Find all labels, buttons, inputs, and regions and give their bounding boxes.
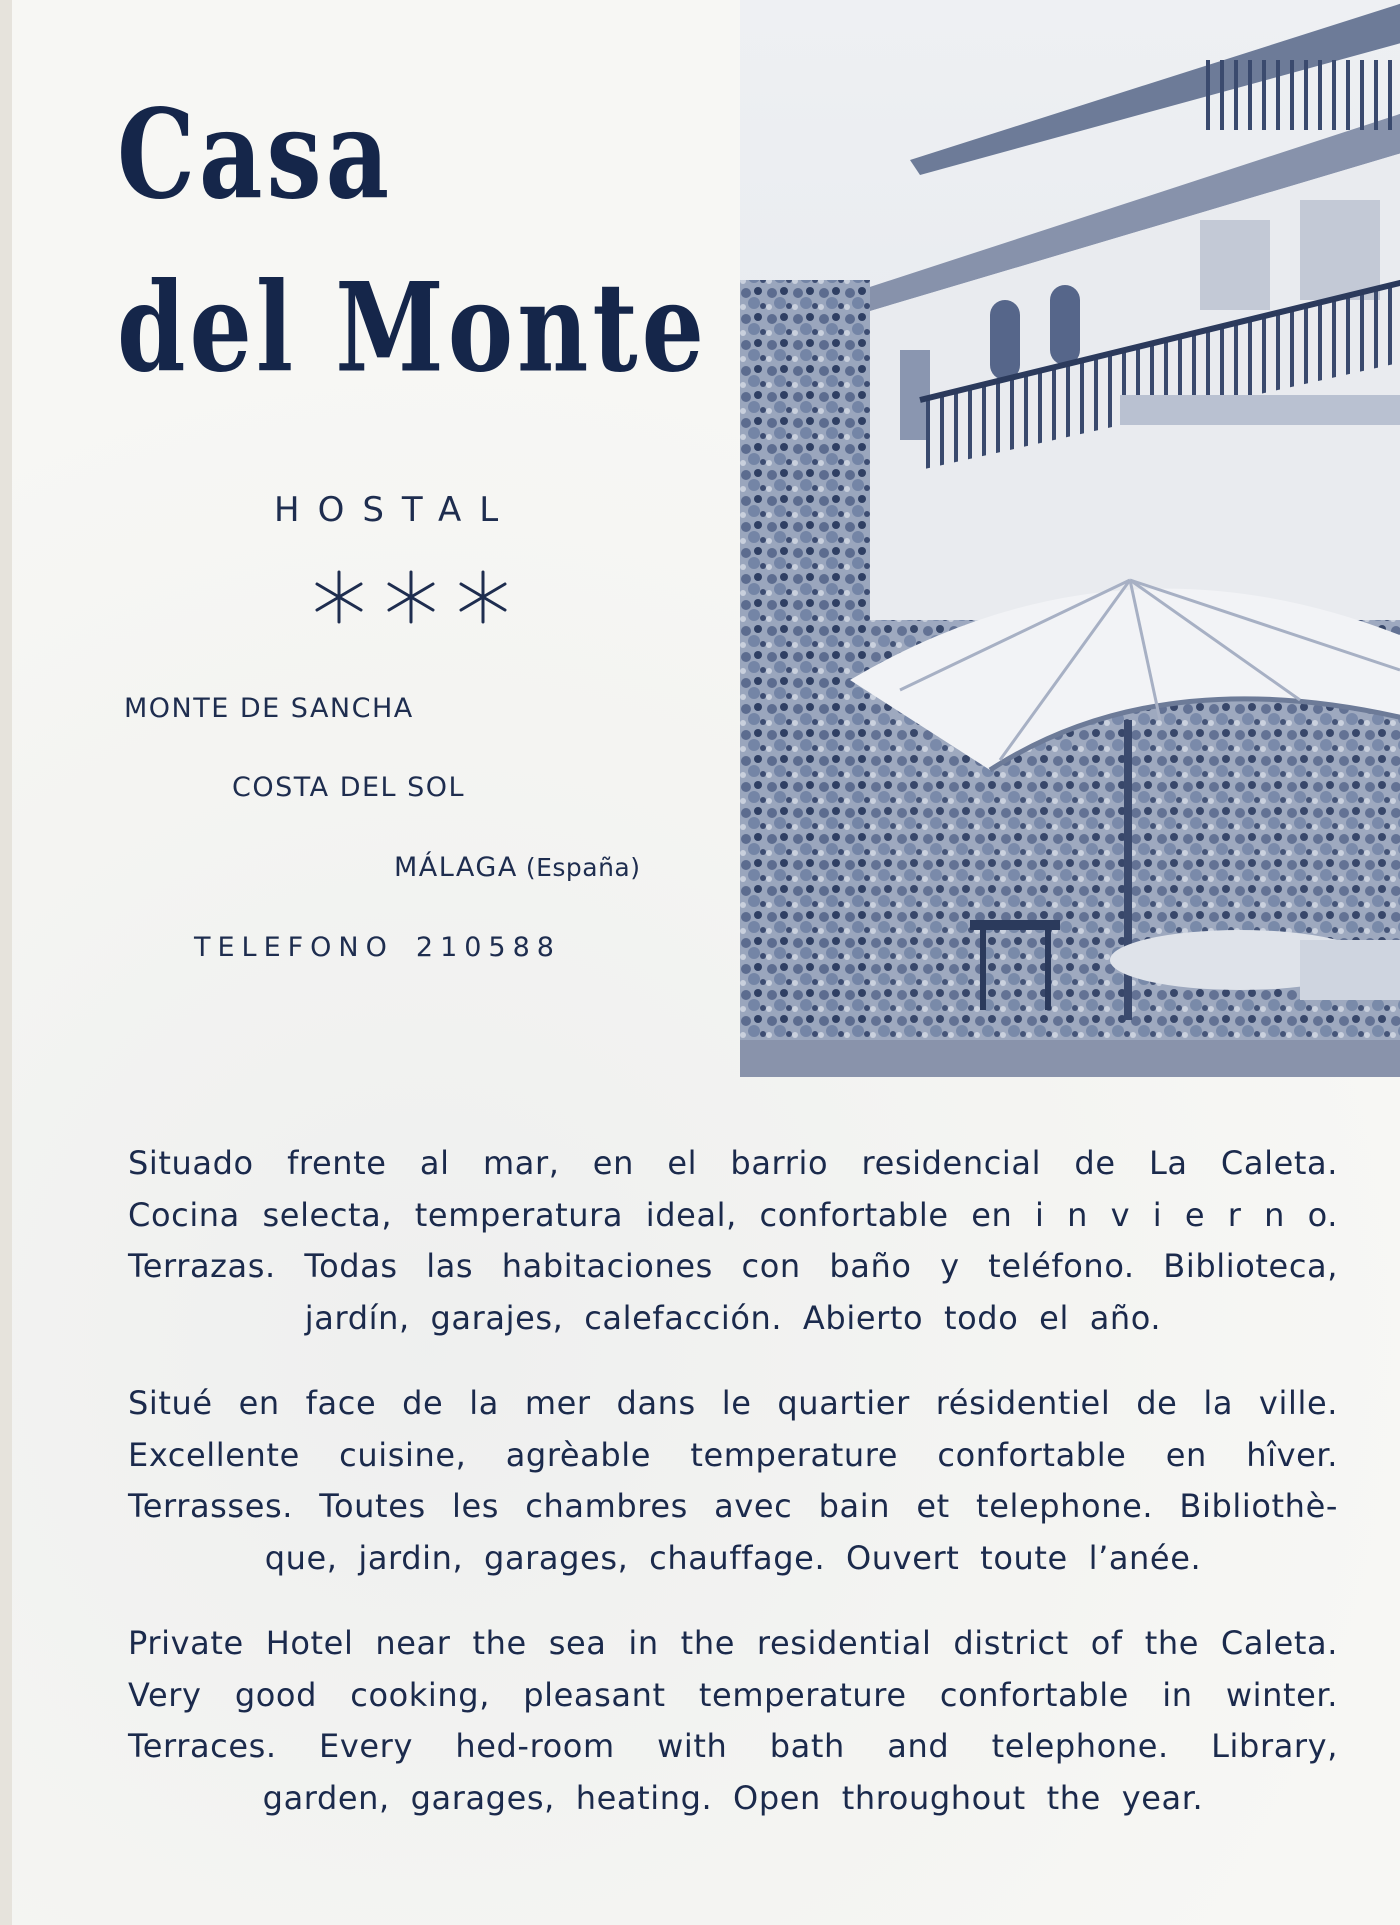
hotel-photo: [740, 0, 1400, 1077]
hostal-category: HOSTAL: [274, 490, 517, 530]
description-line: Private Hotel near the sea in the residential district of the Caleta.: [128, 1624, 1338, 1662]
description-english: [128, 1618, 1338, 1824]
title-line-1: Casa: [117, 83, 394, 228]
description-line: Very good cooking, pleasant temperature confortable in winter.: [128, 1675, 1338, 1714]
description-line: jardín, garajes, calefacción. Abierto todo el año.: [304, 1298, 1162, 1337]
address-country: (España): [525, 853, 641, 882]
description-line: Situado frente al mar, en el barrio residencial de La Caleta.: [128, 1144, 1338, 1182]
description-french: [128, 1378, 1338, 1584]
phone-line: [194, 932, 561, 963]
description-line: Excellente cuisine, agrèable temperature confortable en hîver.: [128, 1435, 1338, 1474]
description-line: Terrasses. Toutes les chambres avec bain et telephone. Bibliothè-: [128, 1487, 1338, 1525]
star-icon: [310, 568, 368, 626]
address-line-2: COSTA DEL SOL: [232, 772, 466, 803]
description-line: garden, garages, heating. Open throughout the year.: [262, 1778, 1204, 1817]
brochure-card: [12, 0, 1400, 1925]
description-line: que, jardin, garages, chauffage. Ouvert toute l’anée.: [264, 1538, 1202, 1577]
phone-label: TELEFONO: [194, 932, 394, 963]
description-line: Terraces. Every hed-room with bath and telephone. Library,: [128, 1727, 1338, 1765]
description-line: Situé en face de la mer dans le quartier résidentiel de la ville.: [128, 1384, 1338, 1422]
description-line: Terrazas. Todas las habitaciones con baño y teléfono. Biblioteca,: [128, 1247, 1338, 1285]
title-line-2: del Monte: [117, 256, 708, 401]
star-icon: [454, 568, 512, 626]
description-line: Cocina selecta, temperatura ideal, confortable en i n v i e r n o.: [128, 1195, 1338, 1234]
address-line-1: MONTE DE SANCHA: [124, 693, 414, 724]
address-city-line: [394, 852, 641, 883]
address-city: MÁLAGA: [394, 852, 518, 883]
description-spanish: [128, 1138, 1338, 1344]
star-icon: [382, 568, 440, 626]
phone-number: 210588: [415, 932, 561, 963]
star-rating: [310, 568, 512, 626]
